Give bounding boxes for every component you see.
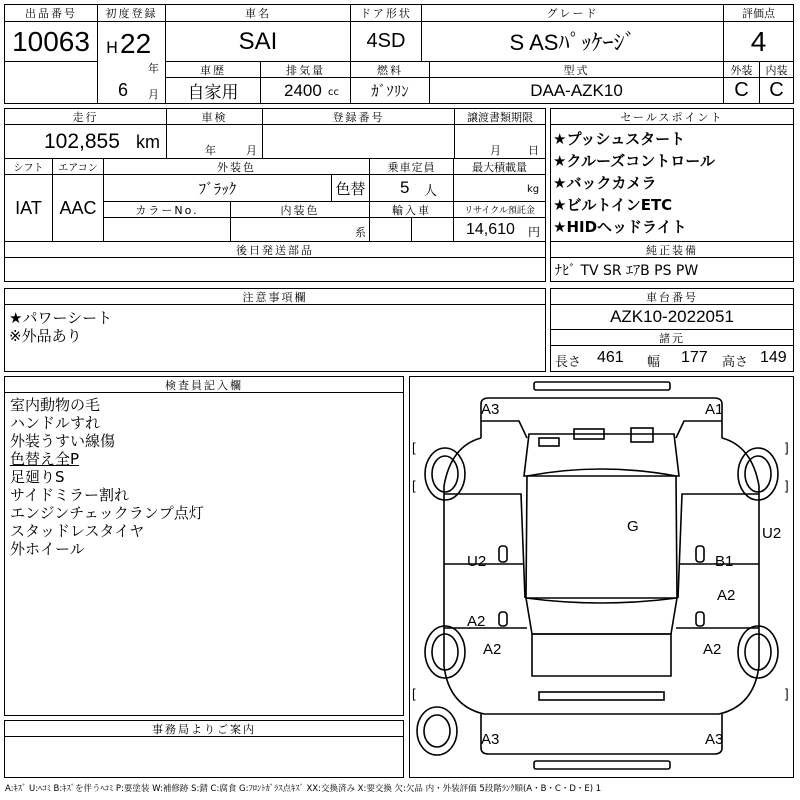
grade-header: グレード [421, 4, 724, 22]
legend: A:ｷｽﾞ U:ﾍｺﾐ B:ｷｽﾞを伴うﾍｺﾐ P:要塗装 W:補修跡 S:錆 C:腐食 G:ﾌﾛﾝﾄｶﾞﾗｽ点ｷｽﾞ XX:交換済み X:要交換 欠:欠品 内・外装評価 5段階ﾗﾝｸ順(A・B・C・D・E) 1 [5, 784, 602, 794]
bottom-bumper-bar [534, 761, 670, 769]
note-line: ※外品あり [9, 327, 82, 345]
selling-point: ★ビルトインETC [553, 196, 673, 214]
windshield-detail-left [539, 438, 559, 446]
displacement-unit: cc [328, 87, 339, 98]
first-reg-month: 6 [118, 80, 129, 100]
recycle-fee: 14,610 [466, 221, 515, 238]
mark-rear-right: A3 [705, 731, 724, 748]
history: 自家用 [165, 77, 261, 104]
later-parts [4, 257, 546, 282]
inspector-line: 色替え全P [10, 450, 80, 468]
first-reg-year: 22 [120, 28, 152, 59]
reg-number-header: 登録番号 [262, 108, 455, 125]
notes-list [9, 309, 112, 345]
equipment-header: 純正装備 [550, 241, 794, 258]
width-label: 幅 [647, 355, 661, 370]
note-line: ★パワーシート [9, 309, 113, 327]
ext-color: ﾌﾞﾗｯｸ [103, 174, 332, 202]
inspection-header: 車検 [166, 108, 263, 125]
inspection-month-unit: 月 [246, 144, 257, 157]
score: 4 [723, 21, 794, 62]
mark-right-rear-door: A2 [717, 587, 736, 604]
inspector-line: 室内動物の毛 [10, 396, 101, 414]
int-header: 内装 [759, 61, 794, 78]
selling-points-header: セールスポイント [550, 108, 794, 125]
mark-left-rear: A2 [483, 641, 502, 658]
inspector-line: エンジンチェックランプ点灯 [10, 504, 204, 522]
right-mirror [696, 546, 704, 562]
selling-point: ★クルーズコントロール [553, 152, 715, 170]
displacement-header: 排気量 [260, 61, 351, 78]
score-header: 評価点 [723, 4, 794, 22]
mark-front-left: A3 [481, 401, 500, 418]
first-reg-month-unit: 月 [148, 88, 159, 101]
lot-header: 出品番号 [4, 4, 98, 22]
windshield-detail-right [631, 428, 653, 442]
aircon-header: エアコン [52, 158, 104, 175]
height-label: 高さ [722, 355, 749, 370]
lot-number: 10063 [4, 21, 98, 62]
rear-left-wheel-inner [432, 634, 458, 670]
mark-roof: G [627, 518, 639, 535]
bracket-left-mid: [ [412, 478, 416, 493]
mileage-unit: km [136, 132, 160, 152]
bracket-left-bottom: [ [412, 686, 416, 701]
inspector-line: スタッドレスタイヤ [10, 522, 145, 540]
fuel-header: 燃料 [350, 61, 430, 78]
grade: S ASﾊﾟｯｹｰｼﾞ [421, 21, 724, 62]
mark-right-rear: A2 [703, 641, 722, 658]
office-header: 事務局よりご案内 [4, 720, 404, 737]
bracket-right-bottom: ] [785, 686, 789, 701]
later-parts-header: 後日発送部品 [4, 241, 546, 258]
mark-left-rear-door: A2 [467, 613, 486, 630]
car-body [444, 438, 759, 714]
car-name: SAI [165, 21, 351, 62]
ext-grade: C [723, 77, 760, 104]
fuel: ｶﾞｿﾘﾝ [350, 77, 430, 104]
capacity-cell [369, 174, 454, 202]
inspector-line: 足廻りS [10, 468, 65, 486]
transfer-doc-month-unit: 月 [490, 144, 501, 157]
front-left-wheel-inner [432, 456, 458, 492]
front-right-wheel-inner [745, 456, 771, 492]
rear-plate [539, 692, 664, 700]
first-reg-era: H [106, 38, 119, 57]
height: 149 [760, 349, 787, 366]
roof [526, 469, 677, 603]
displacement: 2400 [284, 81, 322, 100]
specs-cell [550, 345, 794, 372]
mileage: 102,855 [44, 130, 120, 153]
selling-point: ★バックカメラ [553, 174, 657, 192]
bracket-left-top: [ [412, 440, 416, 455]
bracket-right-top: ] [785, 440, 789, 455]
inspector-line: 外ホイール [10, 540, 85, 558]
specs-header: 諸元 [550, 329, 794, 346]
transfer-doc-day-unit: 日 [528, 144, 539, 157]
mark-right-side: U2 [762, 525, 782, 542]
shift-header: シフト [4, 158, 53, 175]
car-diagram [409, 376, 794, 778]
mileage-header: 走行 [4, 108, 167, 125]
shift: IAT [4, 174, 53, 242]
reg-number [262, 124, 455, 159]
bracket-right-mid: ] [785, 478, 789, 493]
chassis-header: 車台番号 [550, 288, 794, 305]
lot-blank [4, 61, 98, 104]
inspector-line: ハンドルすれ [10, 414, 101, 432]
length-label: 長さ [555, 355, 582, 370]
ext-header: 外装 [723, 61, 760, 78]
history-header: 車歴 [165, 61, 261, 78]
color-no [103, 217, 231, 242]
selling-point: ★HIDヘッドライト [553, 218, 687, 236]
aircon: AAC [52, 174, 104, 242]
car-name-header: 車名 [165, 4, 351, 22]
selling-points-list [553, 128, 715, 238]
inspector-header: 検査員記入欄 [4, 376, 404, 393]
int-grade: C [759, 77, 794, 104]
mark-rear-left: A3 [481, 731, 500, 748]
front-bumper [481, 398, 722, 438]
ext-color-header: 外装色 [103, 158, 370, 175]
capacity-header: 乗車定員 [369, 158, 454, 175]
inspection-year-unit: 年 [205, 144, 216, 157]
equipment: ﾅﾋﾞ TV SR ｴｱB PS PW [550, 257, 794, 282]
door-type: 4SD [350, 21, 422, 62]
model-code: DAA-AZK10 [429, 77, 724, 104]
model-header: 型式 [429, 61, 724, 78]
first-reg-year-unit: 年 [148, 62, 159, 75]
inspector-list [10, 396, 204, 558]
recycle-unit: 円 [528, 225, 541, 239]
color-no-header: カラーNo. [103, 201, 231, 218]
repaint-mark: 色替 [331, 174, 370, 202]
top-bumper-bar [534, 382, 670, 390]
import-left [369, 217, 412, 242]
mark-left-door: U2 [467, 553, 487, 570]
max-load-header: 最大積載量 [453, 158, 546, 175]
width: 177 [681, 349, 708, 366]
import-right [411, 217, 454, 242]
mark-right-door: B1 [715, 553, 734, 570]
int-color-unit: 系 [355, 226, 366, 239]
max-load-unit: kg [527, 184, 540, 195]
door-header: ドア形状 [350, 4, 422, 22]
trunk [532, 634, 671, 676]
recycle-header: リサイクル預託金 [453, 201, 546, 218]
spare-wheel-inner [424, 715, 450, 747]
first-reg-header: 初度登録 [97, 4, 166, 22]
transfer-doc-header: 譲渡書類期限 [454, 108, 546, 125]
notes-header: 注意事項欄 [4, 288, 546, 305]
import-header: 輸入車 [369, 201, 454, 218]
length: 461 [597, 349, 624, 366]
left-mirror [499, 546, 507, 562]
chassis-number: AZK10-2022051 [550, 304, 794, 330]
capacity: 5 [400, 178, 410, 197]
left-handle [499, 612, 507, 626]
rear-right-wheel-inner [745, 634, 771, 670]
capacity-unit: 人 [424, 184, 438, 199]
inspector-line: 外装うすい線傷 [10, 432, 116, 450]
int-color-header: 内装色 [230, 201, 370, 218]
inspector-line: サイドミラー割れ [10, 486, 129, 504]
selling-point: ★プッシュスタート [553, 130, 686, 148]
mark-front-right: A1 [705, 401, 724, 418]
int-color-cell [230, 217, 370, 242]
right-handle [696, 612, 704, 626]
rear-bumper [481, 714, 722, 754]
